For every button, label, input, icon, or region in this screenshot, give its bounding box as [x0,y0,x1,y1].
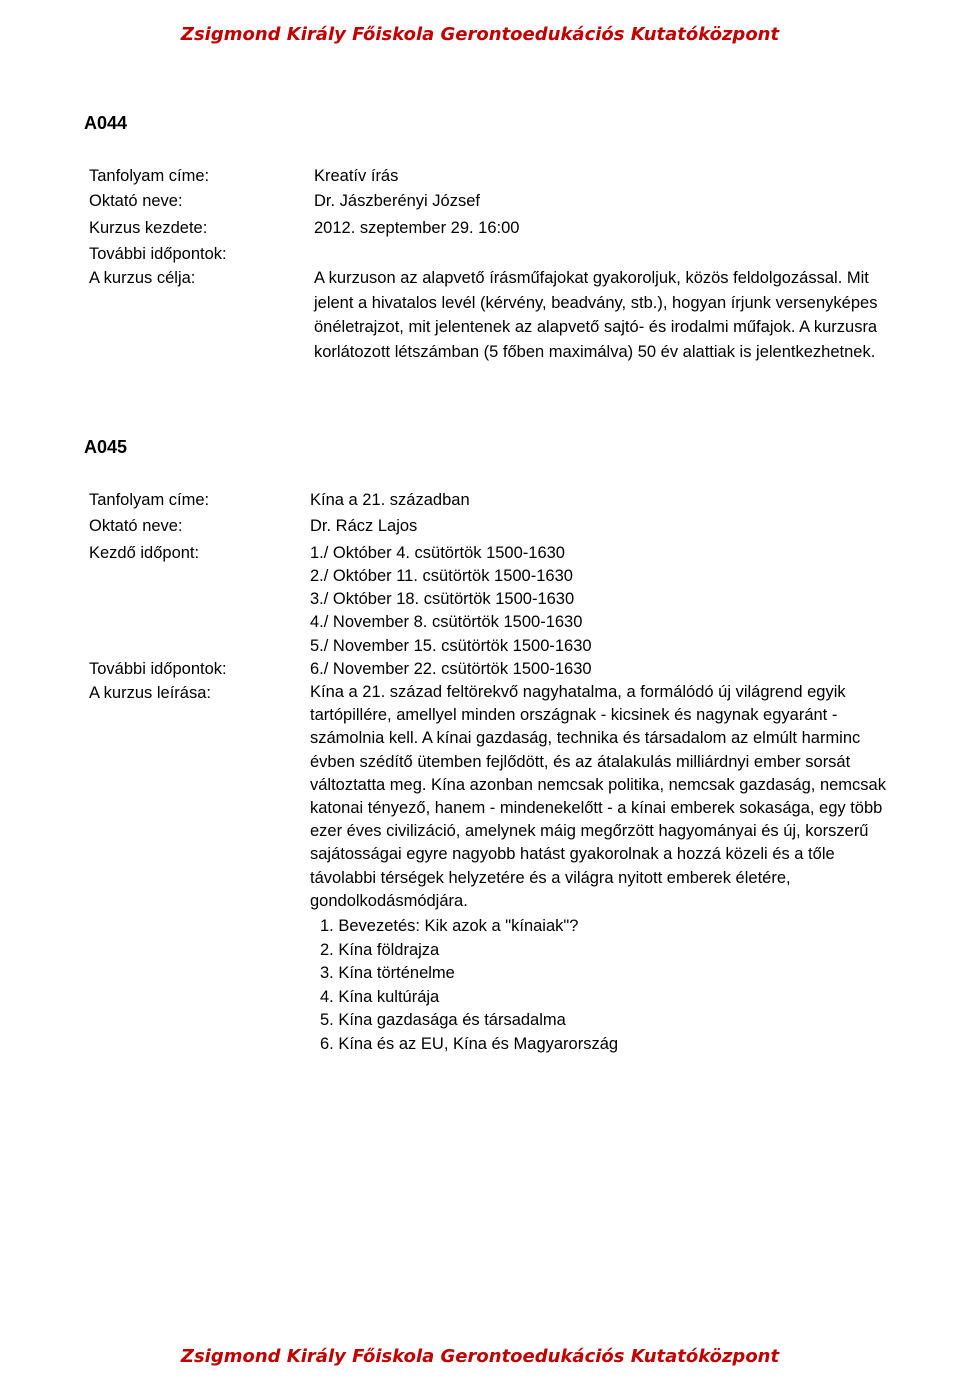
date-item: 4./ November 8. csütörtök 1500-1630 [310,613,583,631]
topic-item: 2. Kína földrajza [320,940,440,959]
page-footer: Zsigmond Király Főiskola Gerontoedukációs Kutatóközpont [180,1346,780,1367]
date-item: 5./ November 15. csütörtök 1500-1630 [310,637,592,655]
goal-text: A kurzuson az alapvető írásműfajokat gyakoroljuk, közös feldolgozással. Mit jelent a hivatalos levél (kérvény, beadvány, stb.), hogyan írjunk versenyképes önéletrajzot, mit jelentenek az alapvető sajtó- és irodalmi műfajok. A kurzusra korlátozott létszámban (5 főben maximálva) 50 év alattiak is jelentkezhetnek. [314,269,878,361]
date-item: 1./ Október 4. csütörtök 1500-1630 [310,544,565,562]
start-value: 2012. szeptember 29. 16:00 [314,219,520,237]
date-item: 6./ November 22. csütörtök 1500-1630 [310,660,592,678]
goal-label: A kurzus célja: [89,269,196,287]
teacher-value: Dr. Rácz Lajos [310,517,418,535]
description-label: A kurzus leírása: [89,684,211,702]
course-title-label: Tanfolyam címe: [89,167,210,185]
date-item: 3./ Október 18. csütörtök 1500-1630 [310,590,575,608]
course-title-value: Kreatív írás [314,167,399,185]
more-dates-label: További időpontok: [89,245,227,263]
topic-item: 6. Kína és az EU, Kína és Magyarország [320,1034,619,1053]
start-label: Kurzus kezdete: [89,219,208,237]
course-title-value: Kína a 21. században [310,491,470,509]
topic-item: 5. Kína gazdasága és társadalma [320,1011,566,1029]
course-code: A044 [84,113,128,133]
course-title-label: Tanfolyam címe: [89,491,210,509]
topic-item: 3. Kína történelme [320,964,455,982]
teacher-label: Oktató neve: [89,517,183,535]
course-code: A045 [84,437,128,457]
teacher-value: Dr. Jászberényi József [314,192,480,210]
description-text: Kína a 21. század feltörekvő nagyhatalma, a formálódó új világrend egyik tartópillére, amellyel minden országnak - kicsinek és nagynak egyaránt - számolnia kell. A kínai gazdaság, technika és társadalom az elmúlt harminc évben szédítő ütemben fejlődött, és az átalakulás milliárdnyi ember sorsát változtatta meg. Kína azonban nemcsak politika, nemcsak gazdaság, nemcsak katonai tényező, hanem - mindenekelőtt - a kínai emberek sokasága, egy több ezer éves civilizáció, amelynek máig megőrzött hagyományai és új, korszerű sajátosságai egyre nagyobb hatást gyakorolnak a hozzá közeli és a tőle távolabbi térségek helyzetére és a világra nyitott emberek életére, gondolkodásmódjára. [310,683,886,910]
more-dates-label: További időpontok: [89,660,227,678]
teacher-label: Oktató neve: [89,192,183,210]
topic-item: 1. Bevezetés: Kik azok a "kínaiak"? [320,917,579,935]
start-label: Kezdő időpont: [89,544,200,562]
date-item: 2./ Október 11. csütörtök 1500-1630 [310,567,573,585]
page-header: Zsigmond Király Főiskola Gerontoedukációs Kutatóközpont [180,24,780,45]
topic-list [320,915,618,1056]
topic-item: 4. Kína kultúrája [320,987,440,1006]
